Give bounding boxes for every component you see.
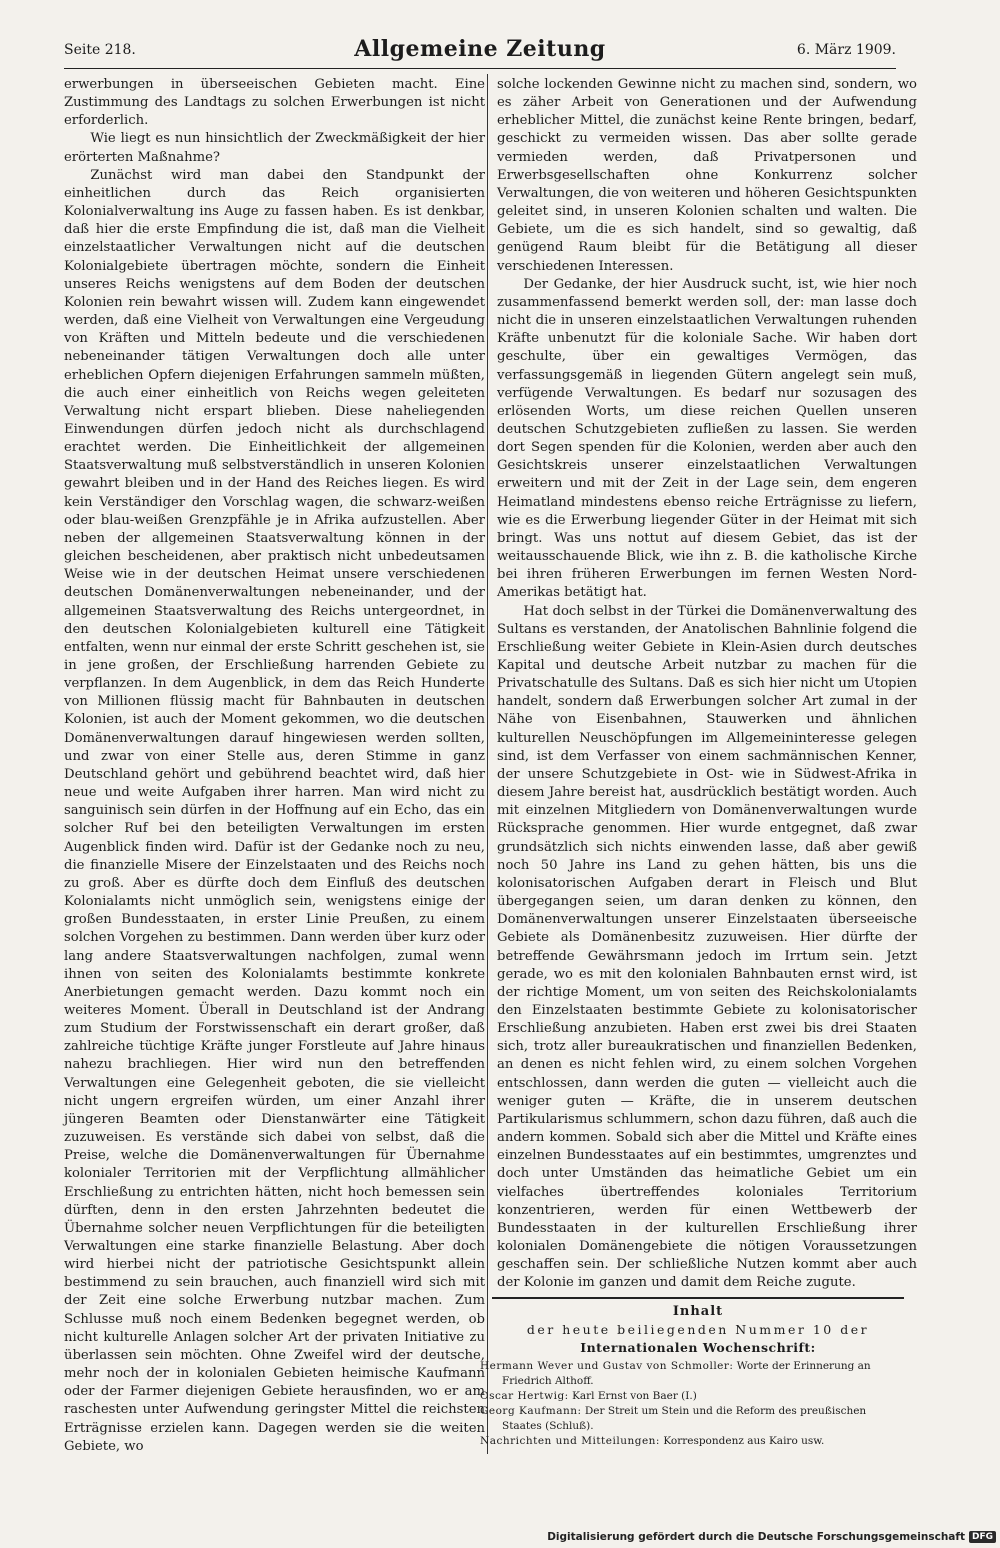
contents-item: Georg Kaufmann: Der Streit um Stein und die Reform des preußischen [480,1405,867,1417]
left-paragraph-3: Zunächst wird man dabei den Standpunkt der einheitlichen durch das Reich organisierten Kolonialverwaltung ins Auge zu fassen haben. Es ist denkbar, daß hier die erste Empfindung die ist, daß man die Vielheit einzelstaatlicher Verwaltungen nicht auf die deutschen Kolonialgebiete übertragen möchte, sondern die Einheit unseres Reichs wenigstens auf dem Boden der deutschen Kolonien rein bewahrt wissen will. Zudem kann eingewendet werden, daß eine Vielheit von Verwaltungen eine Vergeudung von Kräften und Mitteln bedeute und die verschiedenen nebeneinander tätigen Verwaltungen doch alle unter erheblichen Opfern diejenigen Erfahrungen sammeln müßten, die auch einer einheitlich von Reichs wegen geleiteten Verwaltung nicht erspart blieben. Diese naheliegenden Einwendungen dürfen jedoch nicht als durchschlagend erachtet werden. Die Einheitlichkeit der allgemeinen Staatsverwaltung muß selbstverständlich in unseren Kolonien gewahrt bleiben und in der Hand des Reiches liegen. Es wird kein Verständiger den Vorschlag wagen, die schwarz-weißen oder blau-weißen Grenzpfähle je in Afrika aufzustellen. Aber neben der allgemeinen Staatsverwaltung können in der gleichen bescheidenen, aber praktisch nicht unbedeutsamen Weise wie in der deutschen Heimat unsere verschiedenen deutschen Domänenverwaltungen nebeneinander, und der allgemeinen Staatsverwaltung des Reichs untergeordnet, in den deutschen Kolonialgebieten kulturell eine Tätigkeit entfalten, wenn nur einmal der erste Schritt geschehen ist, sie in jene großen, der Erschließung harrenden Gebiete zu verpflanzen. In dem Augenblick, in dem das Reich Hunderte von Millionen flüssig macht für Bahnbauten in deutschen Kolonien, ist auch der Moment gekommen, wo die deutschen Domänenverwaltungen darauf hingewiesen werden sollten, und zwar von einer Stelle aus, deren Stimme in ganz Deutschland gehört und gebührend beachtet wird, daß hier neue und weite Aufgaben ihrer harren. Man wird nicht zu sanguinisch sein dürfen in der Hoffnung auf ein Echo, das ein solcher Ruf bei den beteiligten Verwaltungen im ersten Augenblick finden wird. Dafür ist der Gedanke noch zu neu, die finanzielle Misere der Einzelstaaten und des Reichs noch zu groß. Aber es dürfte doch dem Einfluß des deutschen Kolonialamts nicht unmöglich sein, wenigstens einige der großen Bundesstaaten, in erster Linie Preußen, zu einem solchen Vorgehen zu bestimmen. Dann werden über kurz oder lang andere Staatsverwaltungen nachfolgen, zumal wenn ihnen von seiten des Kolonialamts bestimmte konkrete Anerbietungen gemacht werden. Dazu kommt noch ein weiteres Moment. Überall in Deutschland ist der Andrang zum Studium der Forstwissenschaft ein derart großer, daß zahlreiche tüchtige Kräfte junger Forstleute auf Jahre hinaus nahezu brachliegen. Hier wird nun den betreffenden Verwaltungen eine Gelegenheit geboten, die sie vielleicht nicht ungern ergreifen würden, um einer Anzahl ihrer jüngeren Beamten oder Dienstanwärter eine Tätigkeit zuzuweisen. Es verstände sich dabei von selbst, daß die Preise, welche die Domänenverwaltungen für Übernahme kolonialer Territorien mit der Verpflichtung allmählicher Erschließung zu entrichten hätten, nicht hoch bemessen sein dürften, denn in den ersten Jahrzehnten bedeutet die Übernahme solcher neuen Verpflichtungen für die beteiligten Verwaltungen eine starke finanzielle Belastung. Aber doch wird hierbei nicht der patriotische Gesichtspunkt allein bestimmend zu sein brauchen, auch finanziell wird sich mit der Zeit eine solche Erwerbung nutzbar machen. Zum Schlusse muß noch einem Bedenken begegnet werden, ob nicht kulturelle Anlagen solcher Art der privaten Initiative zu überlassen sein möchten. Ohne Zweifel wird der deutsche, mehr noch der in kolonialen Gebieten heimische Kaufmann oder der Farmer diejenigen Gebiete herausfinden, wo er am raschesten unter Aufwendung geringster Mittel die reichsten Erträgnisse erzielen kann. Dagegen werden sie die weiten Gebiete, wo [64,167,485,1454]
contents-item: Hermann Wever und Gustav von Schmoller: Worte der Erinnerung an [480,1360,871,1372]
left-paragraph-2: Wie liegt es nun hinsichtlich der Zweckmäßigkeit der hier erörterten Maßnahme? [64,131,485,165]
left-column [64,76,485,1456]
right-column [497,76,917,1292]
contents-box [480,1304,916,1449]
issue-date: 6. März 1909. [796,42,896,58]
right-paragraph-3: Hat doch selbst in der Türkei die Domänenverwaltung des Sultans es verstanden, der Anatolischen Bahnlinie folgend die Erschließung weiter Gebiete in Klein-Asien durch deutsches Kapital und deutsche Arbeit nutzbar zu machen für die Privatschatulle des Sultans. Daß es sich hier nicht um Utopien handelt, sondern daß Erwerbungen solcher Art zumal in der Nähe von Eisenbahnen, Stauwerken und ähnlichen kulturellen Neuschöpfungen im Allgemeininteresse gelegen sind, ist dem Verfasser von einem sachmännischen Kenner, der unsere Schutzgebiete in Ost- wie in Südwest-Afrika in diesem Jahre bereist hat, ausdrücklich bestätigt worden. Auch mit einzelnen Mitgliedern von Domänenverwaltungen wurde Rücksprache genommen. Hier wurde entgegnet, daß zwar grundsätzlich sich nichts einwenden lasse, daß aber gewiß noch 50 Jahre ins Land zu gehen hätten, bis uns die kolonisatorischen Aufgaben derart in Fleisch und Blut übergegangen seien, um daran denken zu können, den Domänenverwaltungen unserer Einzelstaaten überseeische Gebiete als Domänenbesitz zuzuweisen. Hier dürfte der betreffende Gewährsmann jedoch im Irrtum sein. Jetzt gerade, wo es mit den kolonialen Bahnbauten ernst wird, ist der richtige Moment, um von seiten des Reichskolonialamts den Einzelstaaten bestimmte Gebiete zu kolonisatorischer Erschließung anzubieten. Haben erst zwei bis drei Staaten sich, trotz aller bureaukratischen und finanziellen Bedenken, an denen es nicht fehlen wird, zu einem solchen Vorgehen entschlossen, dann werden die guten — vielleicht auch die weniger guten — Kräfte, die in unserem deutschen Partikularismus schlummern, schon dazu führen, daß auch die andern kommen. Sobald sich aber die Mittel und Kräfte eines einzelnen Bundesstaates auf ein bestimmtes, umgrenztes und doch unter Umständen das heimatliche Gebiet um ein vielfaches übertreffendes koloniales Territorium konzentrieren, werden für einen Wettbewerb der Bundesstaaten in der kulturellen Erschließung ihrer kolonialen Domänengebiete die nötigen Voraussetzungen geschaffen sein. Der schließliche Nutzen kommt aber auch der Kolonie im ganzen und damit dem Reiche zugute. [497,603,917,1291]
contents-rule [492,1297,904,1299]
column-divider [487,74,488,1454]
contents-item: Oscar Hertwig: Karl Ernst von Baer (I.) [480,1390,697,1402]
header-rule [64,68,896,69]
contents-title: Inhalt [672,1304,724,1319]
contents-item: Staates (Schluß). [502,1420,594,1432]
dfg-logo: DFG [969,1531,996,1543]
page-number: Seite 218. [64,42,136,58]
credit-text: Digitalisierung gefördert durch die Deutsche Forschungsgemeinschaft [547,1531,965,1543]
right-paragraph-1: solche lockenden Gewinne nicht zu machen sind, sondern, wo es zäher Arbeit von Generationen und der Aufwendung erheblicher Mittel, die zunächst keine Rente bringen, bedarf, geschickt zu vermeiden wissen. Das aber sollte gerade vermieden werden, daß Privatpersonen und Erwerbsgesellschaften ohne Konkurrenz solcher Verwaltungen, die von weiteren und höheren Gesichtspunkten geleitet sind, in unseren Kolonien schalten und walten. Die Gebiete, um die es sich handelt, sind so gewaltig, daß genügend Raum bleibt für die Betätigung all dieser verschiedenen Interessen. [497,77,917,274]
contents-publication: Internationalen Wochenschrift: [580,1340,816,1355]
left-paragraph-1: erwerbungen in überseeischen Gebieten macht. Eine Zustimmung des Landtags zu solchen Erwerbungen ist nicht erforderlich. [64,77,485,129]
digitization-credit [547,1530,996,1544]
newspaper-title: Allgemeine Zeitung [354,36,606,62]
page-header [64,36,896,64]
right-paragraph-2: Der Gedanke, der hier Ausdruck sucht, ist, wie hier noch zusammenfassend bemerkt werden soll, der: man lasse doch nicht die in unseren einzelstaatlichen Verwaltungen ruhenden Kräfte unbenutzt für die koloniale Sache. Wir haben dort geschulte, über ein gewaltiges Vermögen, das verfassungsgemäß in liegenden Gütern angelegt sein muß, verfügende Verwaltungen. Es bedarf nur sozusagen des erlösenden Worts, um diese reichen Quellen unseren deutschen Schutzgebieten zufließen zu lassen. Sie werden dort Segen spenden für die Kolonien, werden aber auch den Gesichtskreis unserer einzelstaatlichen Verwaltungen erweitern und mit der Zeit in der Lage sein, dem engeren Heimatland mindestens ebenso reiche Erträgnisse zu liefern, wie es die Erwerbung liegender Güter in der Heimat mit sich bringt. Was uns nottut auf diesem Gebiet, das ist der weitausschauende Blick, wie ihn z. B. die katholische Kirche bei ihren früheren Erwerbungen im fernen Westen Nord-Amerikas betätigt hat. [497,276,917,601]
contents-subtitle: der heute beiliegenden Nummer 10 der [526,1322,870,1337]
contents-item: Nachrichten und Mitteilungen: Korrespondenz aus Kairo usw. [480,1435,825,1447]
contents-item: Friedrich Althoff. [502,1375,594,1387]
